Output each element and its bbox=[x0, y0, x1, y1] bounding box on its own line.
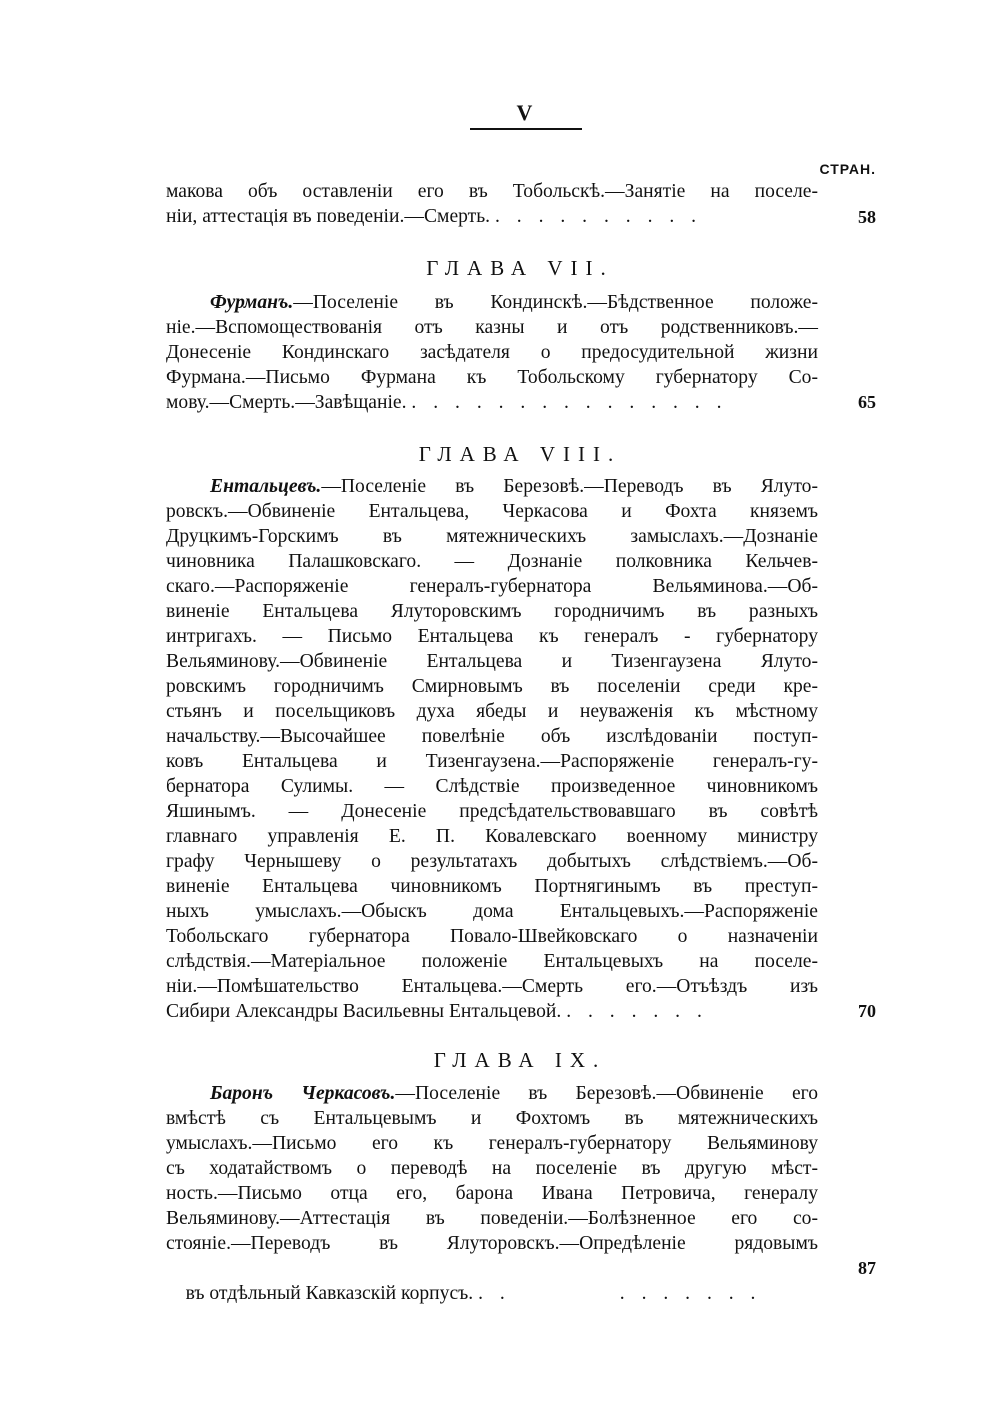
toc-line: ковъ Ентальцева и Тизенгаузена.—Распоряженiе генералъ-гу- bbox=[166, 751, 818, 772]
page-ref: 65 bbox=[858, 392, 876, 412]
chapter-heading: ГЛАВА IX. bbox=[433, 1048, 607, 1072]
toc-line: Яшинымъ. — Донесенiе предсѣдательствовавшаго въ совѣтѣ bbox=[166, 801, 818, 822]
toc-text: въ отдѣльный Кавказскiй корпусъ. bbox=[185, 1282, 474, 1304]
toc-line: Тобольскаго губернатора Повало-Швейковскаго о назначенiи bbox=[166, 926, 818, 947]
leader-dots: . . . . . . . bbox=[566, 1001, 708, 1022]
toc-line: ность.—Письмо отца его, барона Ивана Петровича, генералу bbox=[166, 1183, 818, 1204]
toc-text: мову.—Смерть.—Завѣщанiе. bbox=[166, 392, 407, 413]
toc-line: нiе.—Вспомоществованiя отъ казны и отъ родственниковъ.— bbox=[166, 317, 818, 338]
toc-line: графу Чернышеву о результатахъ добытыхъ слѣдствiемъ.—Об- bbox=[166, 851, 818, 872]
toc-last-line bbox=[166, 391, 818, 416]
toc-last-line bbox=[166, 1257, 818, 1331]
toc-last-line bbox=[166, 1000, 818, 1025]
page-ref: 70 bbox=[858, 1001, 876, 1021]
toc-last-line bbox=[166, 205, 818, 230]
toc-line: нiи.—Помѣшательство Ентальцева.—Смерть его.—Отъѣздъ изъ bbox=[166, 976, 818, 997]
page-ref: 87 bbox=[858, 1258, 876, 1278]
toc-line: чиновника Палашковскаго. — Дознанiе полковника Кельчев- bbox=[166, 551, 818, 572]
person-name: Баронъ Черкасовъ. bbox=[210, 1083, 396, 1104]
toc-line: ровскимъ городничимъ Смирновымъ въ поселенiи среди кре- bbox=[166, 676, 818, 697]
toc-line: макова объ оставленiи его въ Тобольскѣ.—Занятiе на поселе- bbox=[166, 181, 818, 202]
chapter-heading: ГЛАВА VIII. bbox=[418, 442, 622, 466]
toc-line: бернатора Сулимы. — Слѣдствiе произведенное чиновникомъ bbox=[166, 776, 818, 797]
toc-line: умыслахъ.—Письмо его къ генералъ-губернатору Вельяминову bbox=[166, 1133, 818, 1154]
page-column-header: СТРАН. bbox=[819, 161, 876, 177]
toc-line: виненiе Ентальцева чиновникомъ Портнягинымъ въ преступ- bbox=[166, 876, 818, 897]
toc-line: слѣдствiя.—Матерiальное положенiе Ентальцевыхъ на поселе- bbox=[166, 951, 818, 972]
toc-line: съ ходатайствомъ о переводѣ на поселенiе въ другую мѣст- bbox=[166, 1158, 818, 1179]
toc-line: виненiе Ентальцева Ялуторовскимъ городничимъ въ разныхъ bbox=[166, 601, 818, 622]
toc-line: Друцкимъ-Горскимъ въ мятежническихъ замыслахъ.—Дознанiе bbox=[166, 526, 818, 547]
toc-line: ровскъ.—Обвиненiе Ентальцева, Черкасова и Фохта княземъ bbox=[166, 501, 818, 522]
toc-line: скаго.—Распоряженiе генералъ-губернатора Вельяминова.—Об- bbox=[166, 576, 818, 597]
toc-text: нiи, аттестацiя въ поведенiи.—Смерть. bbox=[166, 206, 491, 227]
toc-first-line bbox=[166, 291, 818, 316]
person-name: Фурманъ. bbox=[210, 292, 294, 313]
toc-line: Вельяминову.—Аттестацiя въ поведенiи.—Болѣзненное его со- bbox=[166, 1208, 818, 1229]
toc-line: стоянiе.—Переводъ въ Ялуторовскъ.—Опредѣленiе рядовымъ bbox=[166, 1233, 818, 1254]
toc-text: Сибири Александры Васильевны Ентальцевой. bbox=[166, 1001, 562, 1022]
chapter-heading: ГЛАВА VII. bbox=[426, 256, 614, 280]
toc-line: Фурмана.—Письмо Фурмана къ Тобольскому губернатору Со- bbox=[166, 367, 818, 388]
leader-dots: . . . . . . . . . bbox=[478, 1282, 762, 1304]
person-name: Ентальцевъ. bbox=[210, 476, 322, 497]
toc-text: —Поселенiе въ Березовѣ.—Переводъ въ Ялуто- bbox=[321, 476, 818, 497]
leader-dots: . . . . . . . . . . bbox=[494, 206, 703, 227]
toc-line: начальству.—Высочайшее повелѣнiе объ изслѣдованiи поступ- bbox=[166, 726, 818, 747]
leader-dots: . . . . . . . . . . . . . . . bbox=[411, 392, 728, 413]
toc-first-line bbox=[166, 475, 818, 500]
header-rule bbox=[470, 128, 582, 130]
page-number: V bbox=[516, 100, 534, 125]
toc-first-line bbox=[166, 1082, 818, 1107]
toc-line: ныхъ умыслахъ.—Обыскъ дома Ентальцевыхъ.—Распоряженiе bbox=[166, 901, 818, 922]
toc-text: —Поселенiе въ Березовѣ.—Обвиненiе его bbox=[395, 1083, 818, 1104]
toc-text: —Поселенiе въ Кондинскѣ.—Бѣдственное положе- bbox=[293, 292, 818, 313]
toc-line: Вельяминову.—Обвиненiе Ентальцева и Тизенгаузена Ялуто- bbox=[166, 651, 818, 672]
toc-line: вмѣстѣ съ Ентальцевымъ и Фохтомъ въ мятежническихъ bbox=[166, 1108, 818, 1129]
toc-line: интригахъ. — Письмо Ентальцева къ генералъ - губернатору bbox=[166, 626, 818, 647]
toc-line: Донесенiе Кондинскаго засѣдателя о предосудительной жизни bbox=[166, 342, 818, 363]
page-ref: 58 bbox=[858, 207, 876, 227]
toc-line: стьянъ и посельщиковъ духа ябеды и неуваженiя къ мѣстному bbox=[166, 701, 818, 722]
toc-line: главнаго управленiя Е. П. Ковалевскаго военному министру bbox=[166, 826, 818, 847]
